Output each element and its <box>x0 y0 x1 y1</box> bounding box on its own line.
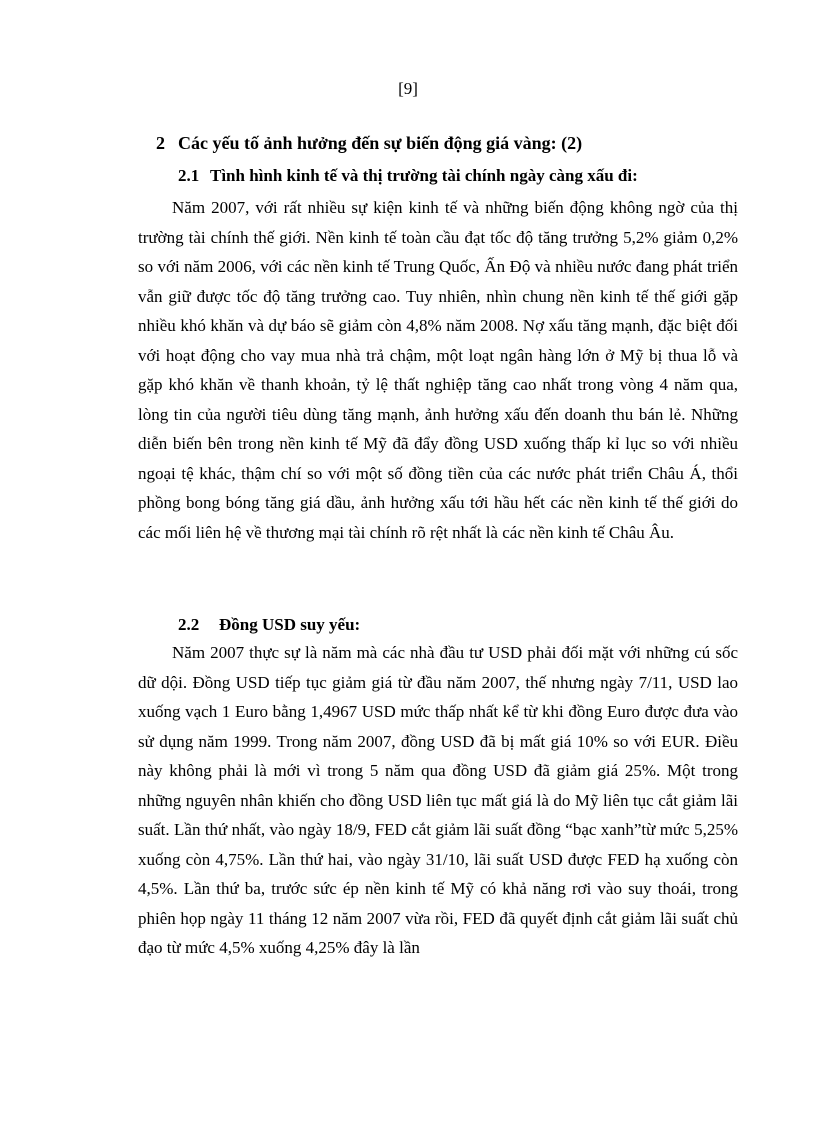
subsection-heading-2-1 <box>178 165 638 187</box>
subsection-number: 2.2 <box>178 615 200 634</box>
subsection-number: 2.1 <box>178 166 200 185</box>
page-number: [9] <box>398 79 418 98</box>
subsection-heading-2-2 <box>178 614 360 636</box>
section-heading <box>156 131 582 155</box>
paragraph-usd-weakening: Năm 2007 thực sự là năm mà các nhà đầu tư USD phải đối mặt với những cú sốc dữ dội. Đồng USD tiếp tục giảm giá từ đầu năm 2007, thế nhưng ngày 7/11, USD lao xuống vạch 1 Euro bằng 1,4967 USD mức thấp nhất kể từ khi đồng Euro được đưa vào sử dụng năm 1999. Trong năm 2007, đồng USD đã bị mất giá 10% so với EUR. Điều này không phải là mới vì trong 5 năm qua đồng USD đã giảm giá 25%. Một trong những nguyên nhân khiến cho đồng USD liên tục mất giá là do Mỹ liên tục cắt giảm lãi suất. Lần thứ nhất, vào ngày 18/9, FED cắt giảm lãi suất đồng “bạc xanh”từ mức 5,25% xuống còn 4,75%. Lần thứ hai, vào ngày 31/10, lãi suất USD được FED hạ xuống còn 4,5%. Lần thứ ba, trước sức ép nền kinh tế Mỹ có khả năng rơi vào suy thoái, trong phiên họp ngày 11 tháng 12 năm 2007 vừa rồi, FED đã quyết định cắt giảm lãi suất chủ đạo từ mức 4,5% xuống 4,25% đây là lần <box>138 643 738 957</box>
subsection-title: Đồng USD suy yếu: <box>219 615 361 634</box>
paragraph-economy: Năm 2007, với rất nhiều sự kiện kinh tế và những biến động không ngờ của thị trường tài chính thế giới. Nền kinh tế toàn cầu đạt tốc độ tăng trưởng 5,2% giảm 0,2% so với năm 2006, với các nền kinh tế Trung Quốc, Ấn Độ và nhiều nước đang phát triển vẫn giữ được tốc độ tăng trưởng cao. Tuy nhiên, nhìn chung nền kinh tế thế giới gặp nhiều khó khăn và dự báo sẽ giảm còn 4,8% năm 2008. Nợ xấu tăng mạnh, đặc biệt đối với hoạt động cho vay mua nhà trả chậm, một loạt ngân hàng lớn ở Mỹ bị thua lỗ và gặp khó khăn về thanh khoản, tỷ lệ thất nghiệp tăng cao nhất trong vòng 4 năm qua, lòng tin của người tiêu dùng tăng mạnh, ảnh hưởng xấu đến doanh thu bán lẻ. Những diễn biến bên trong nền kinh tế Mỹ đã đẩy đồng USD xuống thấp kỉ lục so với nhiều ngoại tệ khác, thậm chí so với một số đồng tiền của các nước phát triển Châu Á, thổi phồng bong bóng tăng giá dầu, ảnh hưởng xấu tới hầu hết các nền kinh tế thế giới do các mối liên hệ về thương mại tài chính rõ rệt nhất là các nền kinh tế Châu Âu. <box>138 198 738 542</box>
section-number: 2 <box>156 133 165 153</box>
section-title: Các yếu tố ảnh hưởng đến sự biến động giá vàng: (2) <box>178 133 583 153</box>
subsection-title: Tình hình kinh tế và thị trường tài chính ngày càng xấu đi: <box>210 166 638 185</box>
